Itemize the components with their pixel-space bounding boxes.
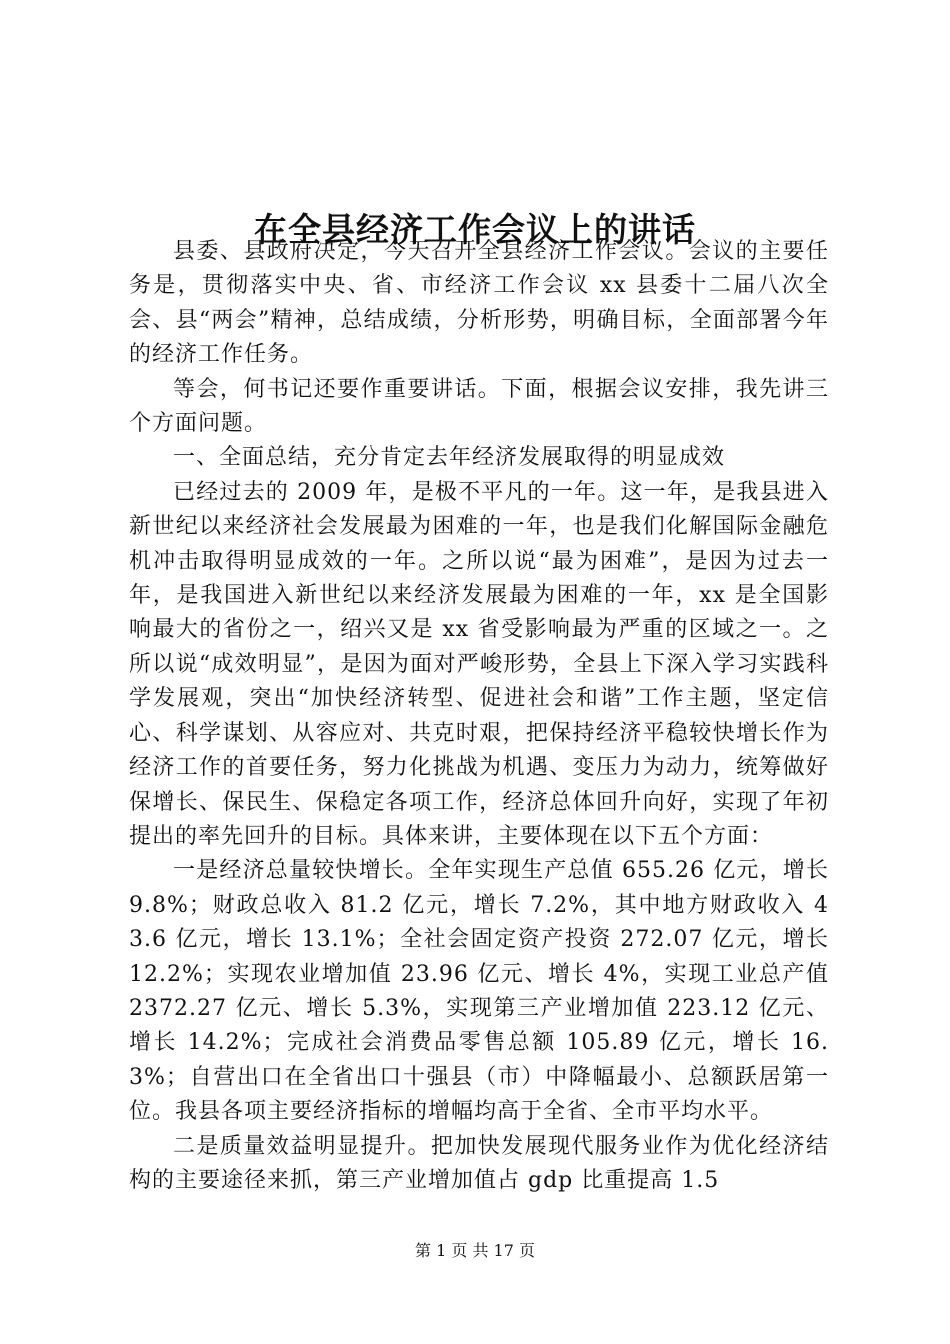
document-title: 在全县经济工作会议上的讲话 — [254, 210, 696, 250]
document-body — [129, 235, 829, 1198]
paragraph-4: 一是经济总量较快增长。全年实现生产总值 655.26 亿元，增长 9.8%；财政总收入 81.2 亿元，增长 7.2%，其中地方财政收入 43.6 亿元，增长 13.1%；全社会固定资产投资 272.07 亿元，增长 12.2%；实现农业增加值 23.96 亿元、增长 4%，实现工业总产值 2372.27 亿元、增长 5.3%，实现第三产业增加值 223.12 亿元、增长 14.2%；完成社会消费品零售总额 105.89 亿元，增长 16.3%；自营出口在全省出口十强县（市）中降幅最小、总额跃居第一位。我县各项主要经济指标的增幅均高于全省、全市平均水平。 — [129, 858, 829, 1125]
page-number-footer: 第 1 页 共 17 页 — [415, 1241, 535, 1260]
section-heading: 一、全面总结，充分肯定去年经济发展取得的明显成效 — [173, 445, 726, 471]
paragraph-1: 县委、县政府决定，今天召开全县经济工作会议。会议的主要任务是，贯彻落实中央、省、市经济工作会议 xx 县委十二届八次全会、县“两会”精神，总结成绩，分析形势，明确目标，全面部署今年的经济工作任务。 — [129, 239, 829, 368]
paragraph-2: 等会，何书记还要作重要讲话。下面，根据会议安排，我先讲三个方面问题。 — [129, 376, 829, 437]
paragraph-3: 已经过去的 2009 年，是极不平凡的一年。这一年，是我县进入新世纪以来经济社会发展最为困难的一年，也是我们化解国际金融危机冲击取得明显成效的一年。之所以说“最为困难”，是因为过去一年，是我国进入新世纪以来经济发展最为困难的一年，xx 是全国影响最大的省份之一，绍兴又是 xx 省受影响最为严重的区域之一。之所以说“成效明显”，是因为面对严峻形势，全县上下深入学习实践科学发展观，突出“加快经济转型、促进社会和谐”工作主题，坚定信心、科学谋划、从容应对、共克时艰，把保持经济平稳较快增长作为经济工作的首要任务，努力化挑战为机遇、变压力为动力，统筹做好保增长、保民生、保稳定各项工作，经济总体回升向好，实现了年初提出的率先回升的目标。具体来讲，主要体现在以下五个方面： — [129, 479, 829, 849]
paragraph-5: 二是质量效益明显提升。把加快发展现代服务业作为优化经济结构的主要途径来抓，第三产业增加值占 gdp 比重提高 1.5 — [129, 1133, 829, 1193]
